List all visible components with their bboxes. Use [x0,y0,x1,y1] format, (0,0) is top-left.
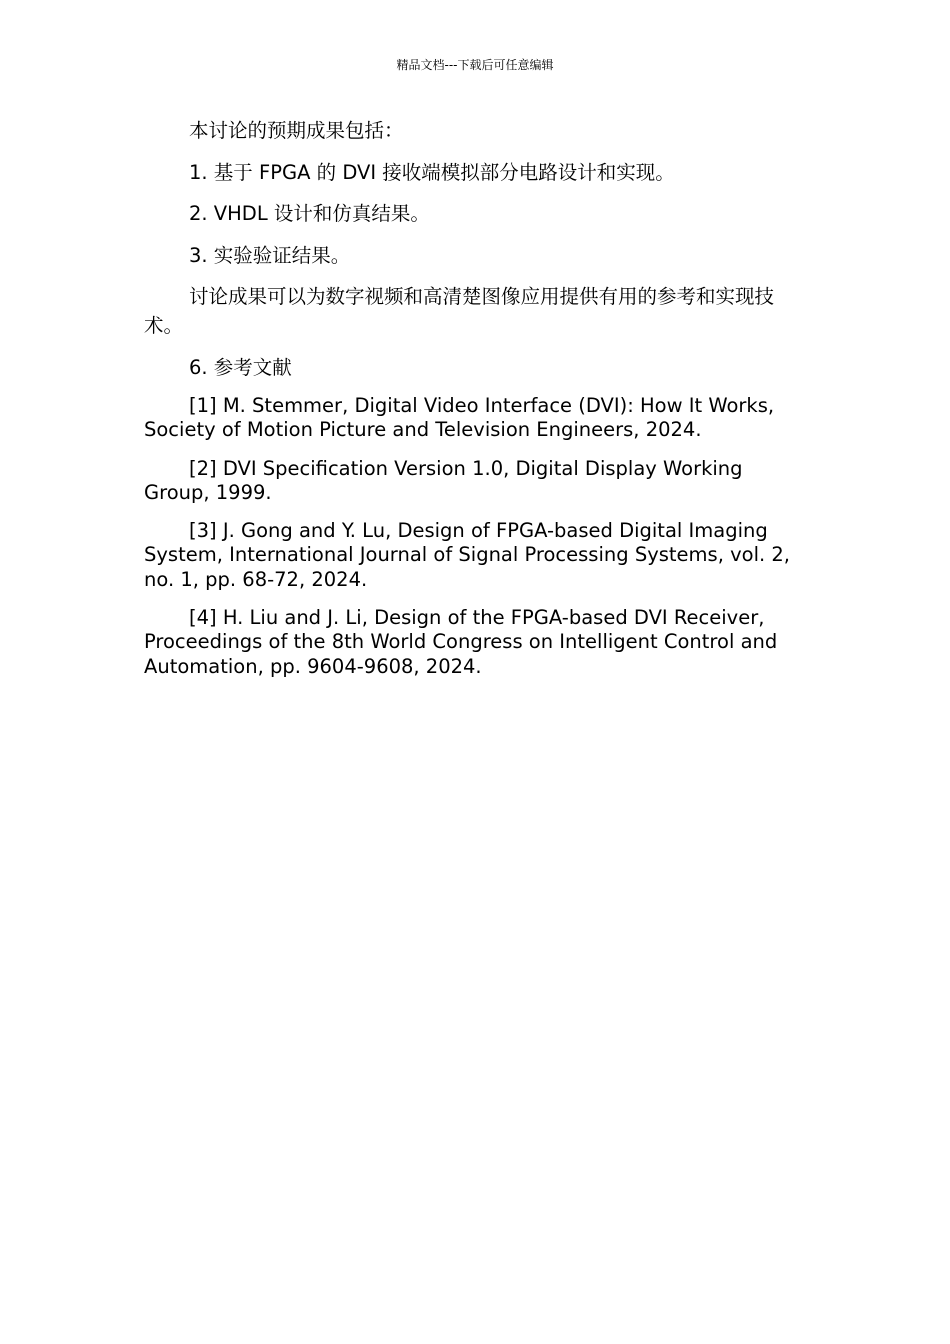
reference-4: [4] H. Liu and J. Li, Design of the FPGA-based DVI Receiver, Proceedings of the 8th World Congress on Intelligent Control and Automation, pp. 9604-9608, 2024. [144,606,778,678]
outcome-item-2: 2. VHDL 设计和仿真结果。 [189,202,430,225]
outcome-item-3: 3. 实验验证结果。 [189,243,351,267]
document-body [144,116,809,679]
reference-1: [1] M. Stemmer, Digital Video Interface (DVI): How It Works, Society of Motion Picture and Television Engineers, 2024. [144,394,775,442]
conclusion-paragraph: 讨论成果可以为数字视频和高清楚图像应用提供有用的参考和实现技术。 [144,285,775,337]
outcome-item-1: 1. 基于 FPGA 的 DVI 接收端模拟部分电路设计和实现。 [189,160,675,184]
references-heading: 6. 参考文献 [189,355,292,379]
intro-paragraph: 本讨论的预期成果包括： [189,119,404,142]
page-header: 精品文档---下载后可任意编辑 [396,58,554,72]
reference-3: [3] J. Gong and Y. Lu, Design of FPGA-based Digital Imaging System, International Journal of Signal Processing Systems, vol. 2, no. 1, pp. 68-72, 2024. [144,519,790,591]
reference-2: [2] DVI Specification Version 1.0, Digital Display Working Group, 1999. [144,456,743,504]
